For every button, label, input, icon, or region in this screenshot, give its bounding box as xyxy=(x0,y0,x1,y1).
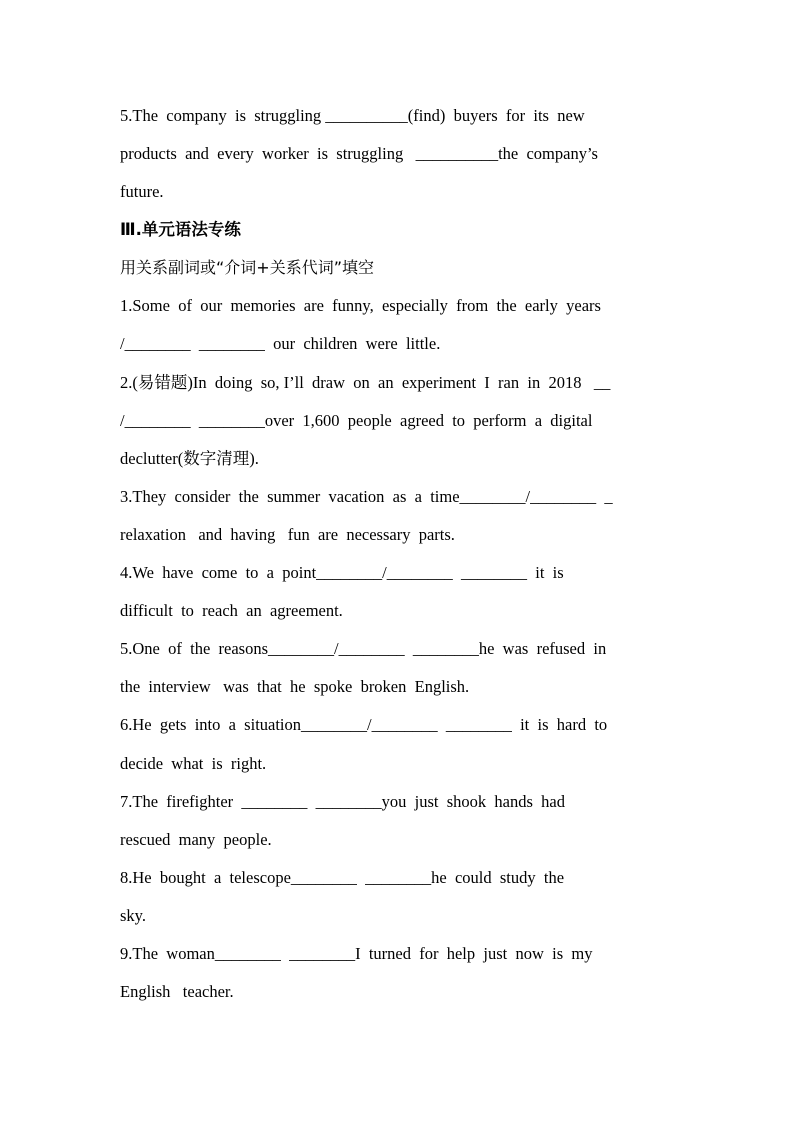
item-2-line-1: 2.(易错题)In doing so, I’ll draw on an experiment I ran in 2018 __ xyxy=(120,373,611,392)
item-3-line-1: 3.They consider the summer vacation as a time________/________ _ xyxy=(120,487,613,506)
item-6-line-2: decide what is right. xyxy=(120,754,267,773)
item-6-line-1: 6.He gets into a situation________/________ ________ it is hard to xyxy=(120,715,608,734)
q5-line-2: products and every worker is struggling __________the company’s xyxy=(120,144,598,163)
item-2-line-2: /________ ________over 1,600 people agreed to perform a digital xyxy=(120,411,593,430)
item-7-line-2: rescued many people. xyxy=(120,830,272,849)
item-1-line-2: /________ ________ our children were little. xyxy=(120,334,441,353)
item-9-line-2: English teacher. xyxy=(120,982,234,1001)
item-4-line-2: difficult to reach an agreement. xyxy=(120,601,343,620)
section-instruction: 用关系副词或“介词+关系代词”填空 xyxy=(120,258,374,277)
item-7-line-1: 7.The firefighter ________ ________you just shook hands had xyxy=(120,792,565,811)
item-9-line-1: 9.The woman________ ________I turned for help just now is my xyxy=(120,944,593,963)
section-heading: Ⅲ.单元语法专练 xyxy=(120,220,241,239)
q5-line-1: 5.The company is struggling __________(find) buyers for its new xyxy=(120,106,585,125)
item-4-line-1: 4.We have come to a point________/________ ________ it is xyxy=(120,563,564,582)
item-8-line-2: sky. xyxy=(120,906,146,925)
item-2-line-3: declutter(数字清理). xyxy=(120,449,259,468)
item-1-line-1: 1.Some of our memories are funny, especially from the early years xyxy=(120,296,601,315)
q5-line-3: future. xyxy=(120,182,164,201)
item-5-line-2: the interview was that he spoke broken English. xyxy=(120,677,470,696)
item-3-line-2: relaxation and having fun are necessary parts. xyxy=(120,525,455,544)
item-5-line-1: 5.One of the reasons________/________ ________he was refused in xyxy=(120,639,607,658)
item-8-line-1: 8.He bought a telescope________ ________he could study the xyxy=(120,868,565,887)
